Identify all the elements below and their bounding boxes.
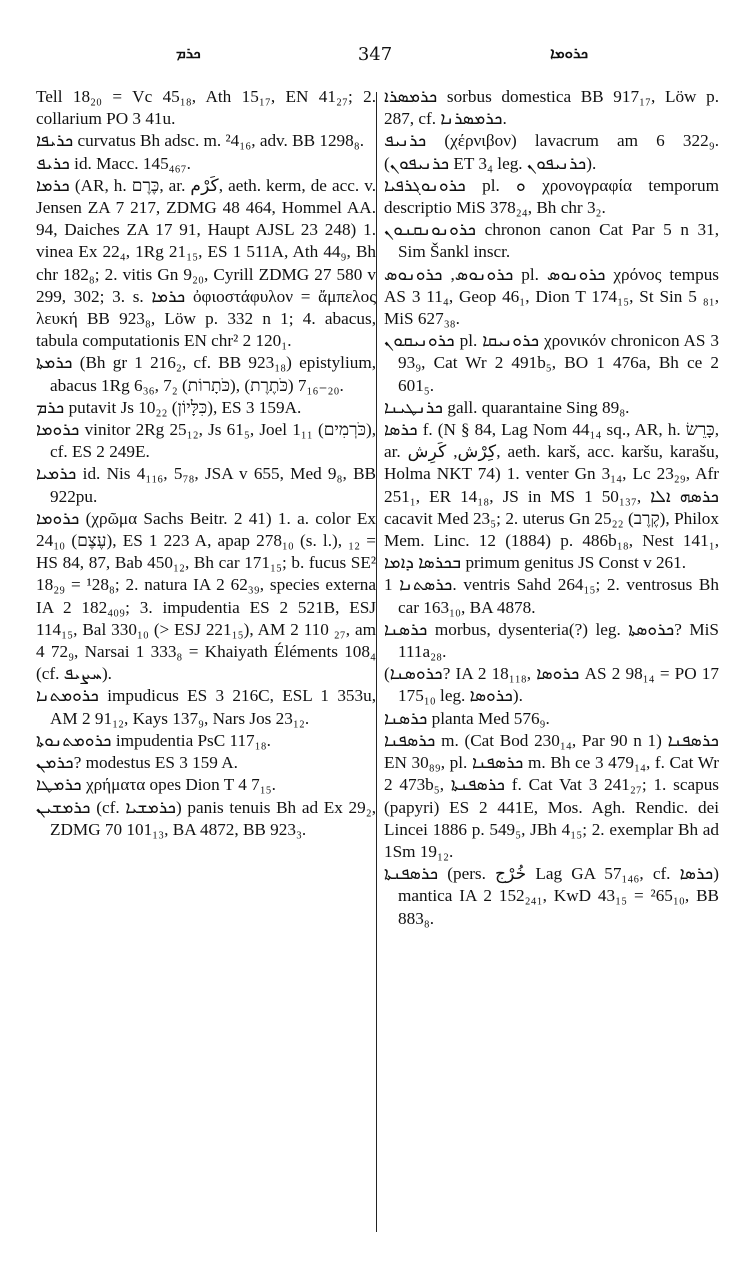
dictionary-entry: ܟܪܘܡܐ vinitor 2Rg 25₁₂, Js 61₅, Joel 1₁₁ (כֹּרְמִים), cf. ES 2 249E. [36, 420, 376, 462]
dictionary-entry: ܟܪܡܐ (AR, h. כֶּרֶם, ar. كَرْم, aeth. kerm, de acc. v. Jensen ZA 7 217, ZDMG 48 464, Hommel AA. 94, Daiches ZA 17 91, Haupt AJSL 23 248) 1. vinea Ex 22₄, 1Rg 21₁₅, ES 1 511A, Ath 44₉, Bh chr 182₈; 2. vitis Gn 9₂₀, Cyrill ZDMG 27 580 v 299, 302; 3. s. ܟܪܡܐ ὀφιοστάφυλον = ἄμπελος λευκή BB 923₈, Löw p. 332 n 1; 4. abacus, tabula computationis EN chr² 2 120₁. [36, 175, 377, 351]
dictionary-entry: ܟܪܢܝܦ (χέρνιβον) lavacrum am 6 322₉. (ܟܪܢܝܦܘܢ ET 3₄ leg. ܟܪܢܝܦܘܢ). [384, 131, 719, 173]
dictionary-entry: Tell 18₂₀ = Vc 45₁₈, Ath 15₁₇, EN 41₂₇; 2. collarium PO 3 41u. [36, 87, 376, 129]
dictionary-entry: ܟܪܘܡܬܢܘܬܐ impudentia PsC 117₁₈. [36, 730, 271, 750]
running-head-right: ܟܪܘܡܐ [550, 44, 588, 62]
dictionary-entry: ܟܪܣܢܐ planta Med 576₉. [384, 708, 550, 728]
dictionary-entry: ܟܪܣܢܐ morbus, dysenteria(?) leg. ܟܪܘܣܬܐ? MiS 111a₂₈. [384, 619, 719, 662]
dictionary-entry: ܟܪܡܣܪܐ sorbus domestica BB 917₁₇, Löw p. 287, cf. ܟܪܡܣܪܢܐ. [384, 87, 719, 129]
dictionary-entry: ܟܪܘܢܘܢܩܢܘܢ chronon canon Cat Par 5 n 31, Sim Šankl inscr. [384, 220, 719, 262]
dictionary-entry: ܟܪܣܦܢܬܐ (pers. خُرْج Lag GA 57₁₄₆, cf. ܟܪܣܐ) mantica IA 2 152₂₄₁, KwD 43₁₅ = ²65₁₀, BB 883₈. [384, 864, 719, 928]
right-column [384, 86, 719, 930]
running-head-left: ܟܪܡ [176, 44, 201, 62]
dictionary-entry: ܟܪܡ putavit Js 10₂₂ (כִּלָּיוֹן), ES 3 159A. [36, 397, 302, 417]
dictionary-entry: ܟܪܝܦܐ curvatus Bh adsc. m. ²4₁₆, adv. BB 1298₈. [36, 131, 365, 151]
dictionary-entry: ܟܪܘܢܘܓܪܦܝܐ pl. ܘ χρονογραφία temporum descriptio MiS 378₂₄, Bh chr 3₂. [384, 175, 719, 218]
dictionary-entry: ܟܪܣܦܢܐ m. (Cat Bod 230₁₄, Par 90 n 1) ܟܪܣܦܢܐ EN 30₈₉, pl. ܟܪܣܦܢܐ m. Bh ce 3 479₁₄, f. Cat Wr 2 473b₅, ܟܪܣܦܢܬܐ f. Cat Vat 3 241₂₇; 1. scapus (papyri) ES 2 441E, Mos. Agh. Rendic. dei Lincei 1886 p. 549₅, JBh 4₁₅; 2. exemplar Bh ad 1Sm 19₁₂. [384, 730, 719, 861]
dictionary-entry: ܟܪܣܐ f. (N § 84, Lag Nom 44₁₄ sq., AR, h. כָּרֵשׂ, ar. كِرْش, كَرِش, aeth. karš, acc. karšu, karašu, Holma NKT 74) 1. venter Gn 3₁₄, Lc 23₂₉, Afr 251₁, ER 14₁₈, JS in MS 1 50₁₃₇, ܟܪܣܗ ܐܠܐ cacavit Med 23₅; 2. uterus Gn 25₂₂ (קֶרֶב), Philox Mem. Linc. 12 (1884) p. 486b₁₈, Nest 141₁, ܒܟܪܣܐ ܕܐܡܐ primum genitus JS Const v 261. [384, 420, 720, 573]
dictionary-entry: ܟܪܣܬܢܐ 1. ventris Sahd 264₁₅; 2. ventrosus Bh car 163₁₀, BA 4878. [384, 575, 719, 617]
dictionary-entry: ܟܪܡܝܐ id. Nis 4₁₁₆, 5₇₈, JSA v 655, Med 9₈, BB 922pu. [36, 464, 376, 506]
dictionary-entry: ܟܪܡܛܐ χρήματα opes Dion T 4 7₁₅. [36, 775, 276, 795]
left-column [36, 86, 376, 841]
dictionary-entry: ܟܪܢܛܝܢܐ gall. quarantaine Sing 89₈. [384, 397, 630, 417]
dictionary-entry: ܟܪܘܡܐ (χρῶμα Sachs Beitr. 2 41) 1. a. color Ex 24₁₀ (עֶצֶם), ES 1 223 A, apap 278₁₀ (s. l.), ₁₂ = HS 84, 87, Bab 450₁₂, Bh car 171₁₅; b. fucus SE² 18₂₉ = ¹28₈; 2. natura IA 2 62₃₉, species externa IA 2 182₄₀₉; 3. impudentia ES 2 521B, ESJ 114₁₅, Bal 330₁₀ (> ESJ 221₁₅), AM 2 110 ₂₇, am 4 72₉, Narsai 1 333₈ = Khaiyath Éléments 108₄ (cf. ܚܨܝܦ). [36, 508, 376, 684]
dictionary-entry: ܟܪܘܡܬܢܐ impudicus ES 3 216C, ESL 1 353u, AM 2 91₁₂, Kays 137₉, Nars Jos 23₁₂. [36, 686, 376, 728]
dictionary-entry: ܟܪܘܢܘܣ, ܟܪܘܢܘܣ pl. ܟܪܘܢܘܣ χρόνος tempus AS 3 11₄, Geop 46₁, Dion T 174₁₅, St Sin 5 ₈₁, MiS 627₃₈. [384, 264, 719, 329]
page-number: 347 [357, 44, 393, 65]
column-divider [376, 92, 377, 1232]
dictionary-entry: ܟܪܘܢܝܩܘܢ pl. ܟܪܘܢܝܩܐ χρονικόν chronicon AS 3 93₉, Cat Wr 2 491b₅, BO 1 476a, Bh ce 2 601₅. [384, 331, 719, 395]
dictionary-entry: ܟܪܡܬܐ (Bh gr 1 216₂, cf. BB 923₁₈) epistylium, abacus 1Rg 6₃₆, 7₂ (כֹּתָרוֹת), 7₁₆₋₂₀ (כֹּתֶרֶת). [36, 353, 376, 395]
dictionary-entry: (ܟܪܘܣܢܐ? IA 2 18₁₁₈, ܟܪܘܣܐ AS 2 98₁₄ = PO 17 175₁₀ leg. ܟܪܘܣܐ). [384, 664, 719, 706]
dictionary-entry: ܟܪܡܫܝܢ (cf. ܟܪܡܫܝܐ) panis tenuis Bh ad Ex 29₂, ZDMG 70 101₁₃, BA 4872, BB 923₃. [36, 797, 376, 839]
dictionary-entry: ܟܪܡܢ? modestus ES 3 159 A. [36, 753, 238, 773]
dictionary-entry: ܟܪܝܦ id. Macc. 145₄₆₇. [36, 153, 191, 173]
